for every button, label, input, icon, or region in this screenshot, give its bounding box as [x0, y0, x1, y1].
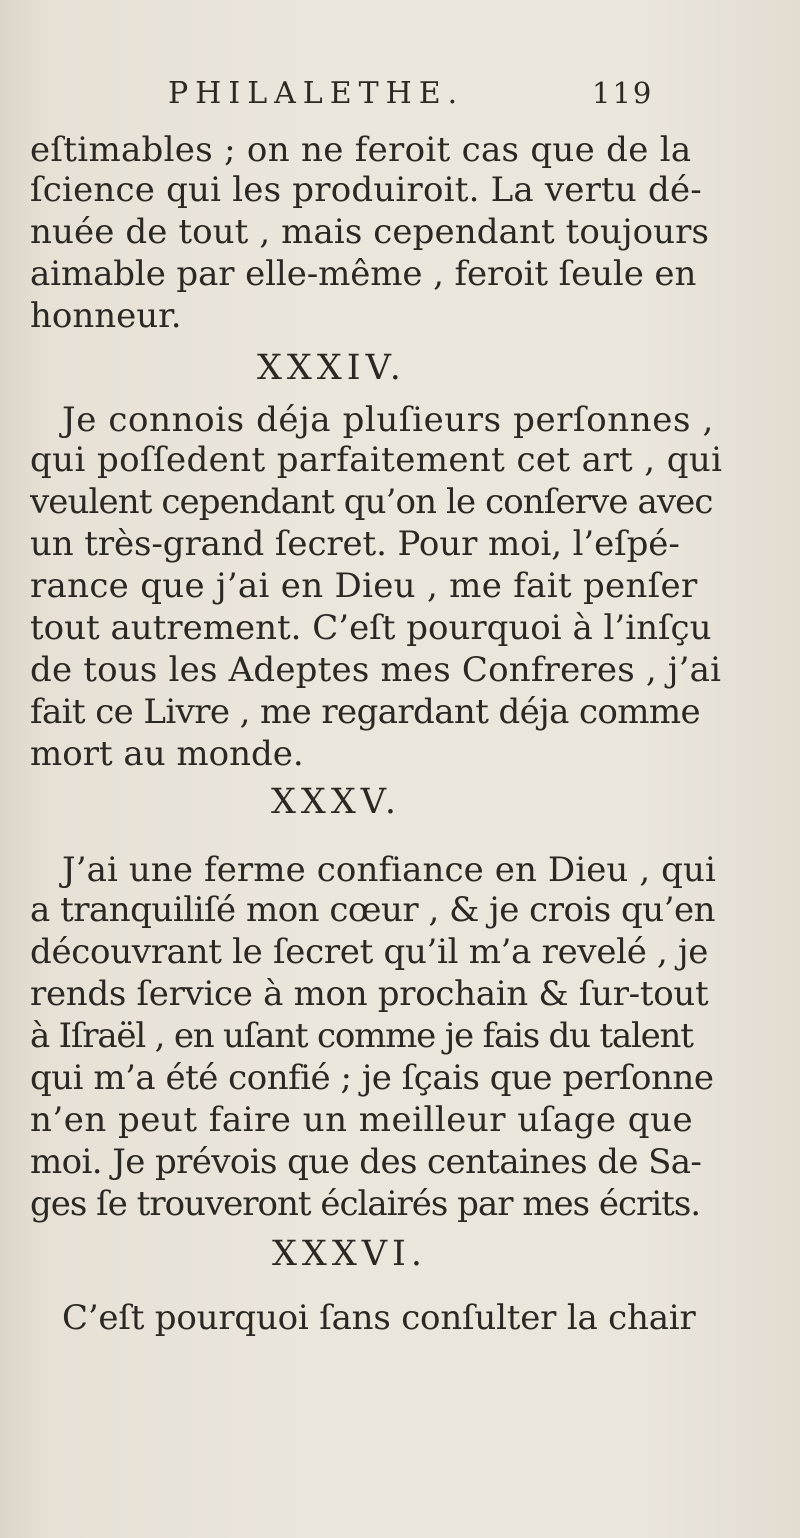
text-line: qui m’a été confié ; je ſçais que perſonne — [30, 1058, 714, 1098]
text-line: moi. Je prévois que des centaines de Sa- — [30, 1142, 702, 1182]
text-line: nuée de tout , mais cependant toujours — [30, 212, 710, 252]
text-line: J’ai une ferme confiance en Dieu , qui — [62, 850, 716, 890]
text-line: mort au monde. — [30, 734, 304, 774]
text-line: ſcience qui les produiroit. La vertu dé- — [30, 170, 702, 210]
text-line: C’eſt pourquoi ſans conſulter la chair — [62, 1298, 696, 1338]
running-title: PHILALETHE. — [168, 76, 465, 111]
section-heading: XXXV. — [271, 782, 402, 822]
text-line: veulent cependant qu’on le conſerve avec — [30, 482, 713, 522]
text-line: de tous les Adeptes mes Confreres , j’ai — [30, 650, 722, 690]
text-line: n’en peut faire un meilleur uſage que — [30, 1100, 694, 1140]
text-line: qui poſſedent parfaitement cet art , qui — [30, 440, 723, 480]
text-line: honneur. — [30, 296, 182, 336]
text-line: un très-grand ſecret. Pour moi, l’eſpé- — [30, 524, 680, 564]
text-line: Je connois déja pluſieurs perſonnes , — [62, 400, 714, 440]
text-line: a tranquiliſé mon cœur , & je crois qu’en — [30, 890, 716, 930]
section-heading: XXXVI. — [272, 1234, 427, 1274]
text-line: rance que j’ai en Dieu , me fait penſer — [30, 566, 698, 606]
text-line: eſtimables ; on ne feroit cas que de la — [30, 130, 692, 170]
text-line: fait ce Livre , me regardant déja comme — [30, 692, 701, 732]
text-line: rends ſervice à mon prochain & ſur-tout — [30, 974, 709, 1014]
text-line: tout autrement. C’eſt pourquoi à l’inſçu — [30, 608, 712, 648]
text-line: aimable par elle-même , feroit ſeule en — [30, 254, 697, 294]
text-line: ges ſe trouveront éclairés par mes écrits. — [30, 1184, 701, 1224]
text-line: à Iſraël , en uſant comme je fais du talent — [30, 1016, 693, 1056]
running-head — [0, 76, 800, 118]
section-heading: XXXIV. — [257, 348, 406, 388]
page-number: 119 — [592, 76, 654, 110]
text-line: découvrant le ſecret qu’il m’a revelé , je — [30, 932, 709, 972]
